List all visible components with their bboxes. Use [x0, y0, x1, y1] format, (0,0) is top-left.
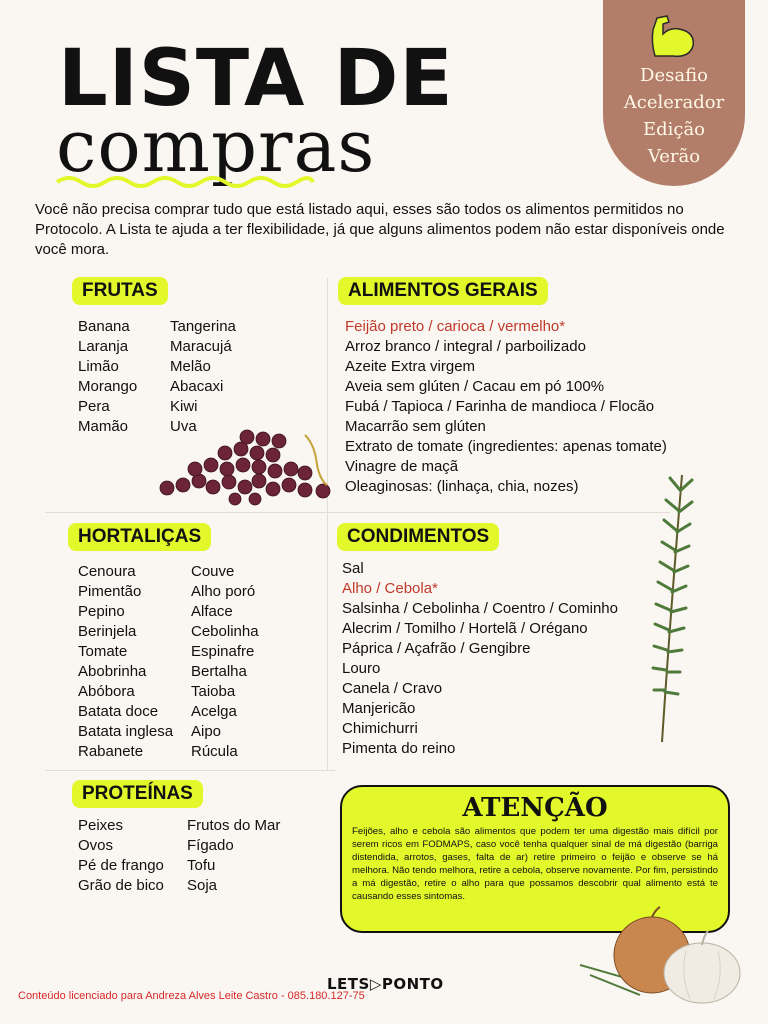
list-item-highlight: Feijão preto / carioca / vermelho*	[345, 318, 566, 335]
list-item: Peixes	[78, 817, 124, 834]
frutas-list-col1	[78, 317, 137, 437]
license-notice: Conteúdo licenciado para Andreza Alves Leite Castro - 085.180.127-75	[18, 990, 365, 1002]
page-subtitle: compras	[56, 104, 376, 188]
list-item: Rabanete	[78, 743, 144, 760]
list-item: Pimenta do reino	[342, 740, 456, 757]
hortalicas-list-col2	[191, 562, 259, 762]
list-item: Frutos do Mar	[187, 817, 281, 834]
column-divider	[327, 278, 328, 770]
condimentos-list	[342, 559, 618, 759]
list-item: Ovos	[78, 837, 114, 854]
list-item: Chimichurri	[342, 720, 418, 737]
list-item: Pepino	[78, 603, 125, 620]
brand-logo: LETS▷PONTO	[327, 975, 444, 993]
list-item: Soja	[187, 877, 218, 894]
squiggle-underline	[55, 174, 315, 190]
proteinas-list-col2	[187, 816, 280, 896]
attention-title: ATENÇÃO	[462, 793, 608, 823]
list-item: Bertalha	[191, 663, 247, 680]
grapes-image	[155, 425, 340, 510]
list-item: Abóbora	[78, 683, 135, 700]
list-item: Tomate	[78, 643, 128, 660]
list-item: Uva	[170, 418, 197, 435]
list-item: Pera	[78, 398, 110, 415]
list-item: Canela / Cravo	[342, 680, 443, 697]
list-item: Macarrão sem glúten	[345, 418, 486, 435]
list-item: Melão	[170, 358, 211, 375]
list-item: Mamão	[78, 418, 129, 435]
list-item: Morango	[78, 378, 138, 395]
list-item: Batata inglesa	[78, 723, 174, 740]
intro-text: Você não precisa comprar tudo que está listado aqui, esses são todos os alimentos permitidos no Protocolo. A Lista te ajuda a ter flexibilidade, já que alguns alimentos podem não estar disponíveis onde você mora.	[35, 201, 725, 258]
list-item: Pé de frango	[78, 857, 164, 874]
list-item: Arroz branco / integral / parboilizado	[345, 338, 586, 355]
list-item: Alface	[191, 603, 233, 620]
list-item: Sal	[342, 560, 364, 577]
list-item: Kiwi	[170, 398, 198, 415]
list-item-highlight: Alho / Cebola*	[342, 580, 438, 597]
list-item: Cebolinha	[191, 623, 259, 640]
list-item: Abacaxi	[170, 378, 224, 395]
list-item: Alecrim / Tomilho / Hortelã / Orégano	[342, 620, 588, 637]
section-frutas-label: FRUTAS	[72, 277, 168, 305]
list-item: Alho poró	[191, 583, 256, 600]
list-item: Acelga	[191, 703, 237, 720]
list-item: Tofu	[187, 857, 216, 874]
list-item: Berinjela	[78, 623, 137, 640]
list-item: Aipo	[191, 723, 222, 740]
list-item: Louro	[342, 660, 381, 677]
list-item: Fubá / Tapioca / Farinha de mandioca / Flocão	[345, 398, 655, 415]
attention-body: Feijões, alho e cebola são alimentos que podem ter uma digestão mais difícil por serem ricos em FODMAPS, caso você tenha qualquer sinal de má digestão (barriga distendida, arrotos, gases, falta de ar) retire primeiro o feijão e observe se há melhora. Não tendo melhora, retire a cebola, observe novamente. Por fim, persistindo a má digestão, retire o alho para que possamos descobrir qual alimento está te causando esses sintomas.	[352, 826, 718, 902]
list-item: Couve	[191, 563, 235, 580]
section-condimentos-label: CONDIMENTOS	[337, 523, 499, 551]
list-item: Páprica / Açafrão / Gengibre	[342, 640, 531, 657]
badge-line: Edição	[642, 119, 706, 140]
onion-garlic-image	[580, 905, 750, 1005]
badge-line: Desafio	[640, 65, 708, 86]
proteinas-list-col1	[78, 816, 164, 896]
list-item: Cenoura	[78, 563, 136, 580]
list-item: Extrato de tomate (ingredientes: apenas tomate)	[345, 438, 667, 455]
badge-line: Verão	[647, 146, 701, 167]
list-item: Oleaginosas: (linhaça, chia, nozes)	[345, 478, 579, 495]
list-item: Batata doce	[78, 703, 159, 720]
badge-line: Acelerador	[623, 92, 725, 113]
challenge-badge	[603, 0, 745, 186]
list-item: Aveia sem glúten / Cacau em pó 100%	[345, 378, 605, 395]
list-item: Abobrinha	[78, 663, 147, 680]
rosemary-image	[640, 470, 710, 745]
section-alimentos-gerais-label: ALIMENTOS GERAIS	[338, 277, 548, 305]
flexed-arm-icon	[649, 12, 701, 60]
list-item: Salsinha / Cebolinha / Coentro / Cominho	[342, 600, 618, 617]
section-proteinas-label: PROTEÍNAS	[72, 780, 203, 808]
list-item: Banana	[78, 318, 130, 335]
list-item: Grão de bico	[78, 877, 164, 894]
frutas-list-col2	[170, 317, 236, 437]
row-divider	[45, 770, 335, 771]
list-item: Limão	[78, 358, 119, 375]
list-item: Pimentão	[78, 583, 142, 600]
hortalicas-list-col1	[78, 562, 173, 762]
row-divider	[45, 512, 670, 513]
list-item: Vinagre de maçã	[345, 458, 459, 475]
alimentos-gerais-list	[345, 317, 667, 497]
list-item: Maracujá	[170, 338, 232, 355]
list-item: Azeite Extra virgem	[345, 358, 476, 375]
list-item: Taioba	[191, 683, 236, 700]
list-item: Tangerina	[170, 318, 236, 335]
list-item: Fígado	[187, 837, 234, 854]
list-item: Manjericão	[342, 700, 416, 717]
list-item: Espinafre	[191, 643, 255, 660]
list-item: Laranja	[78, 338, 129, 355]
page-title: LISTA DE	[58, 34, 454, 124]
section-hortalicas-label: HORTALIÇAS	[68, 523, 211, 551]
list-item: Rúcula	[191, 743, 238, 760]
